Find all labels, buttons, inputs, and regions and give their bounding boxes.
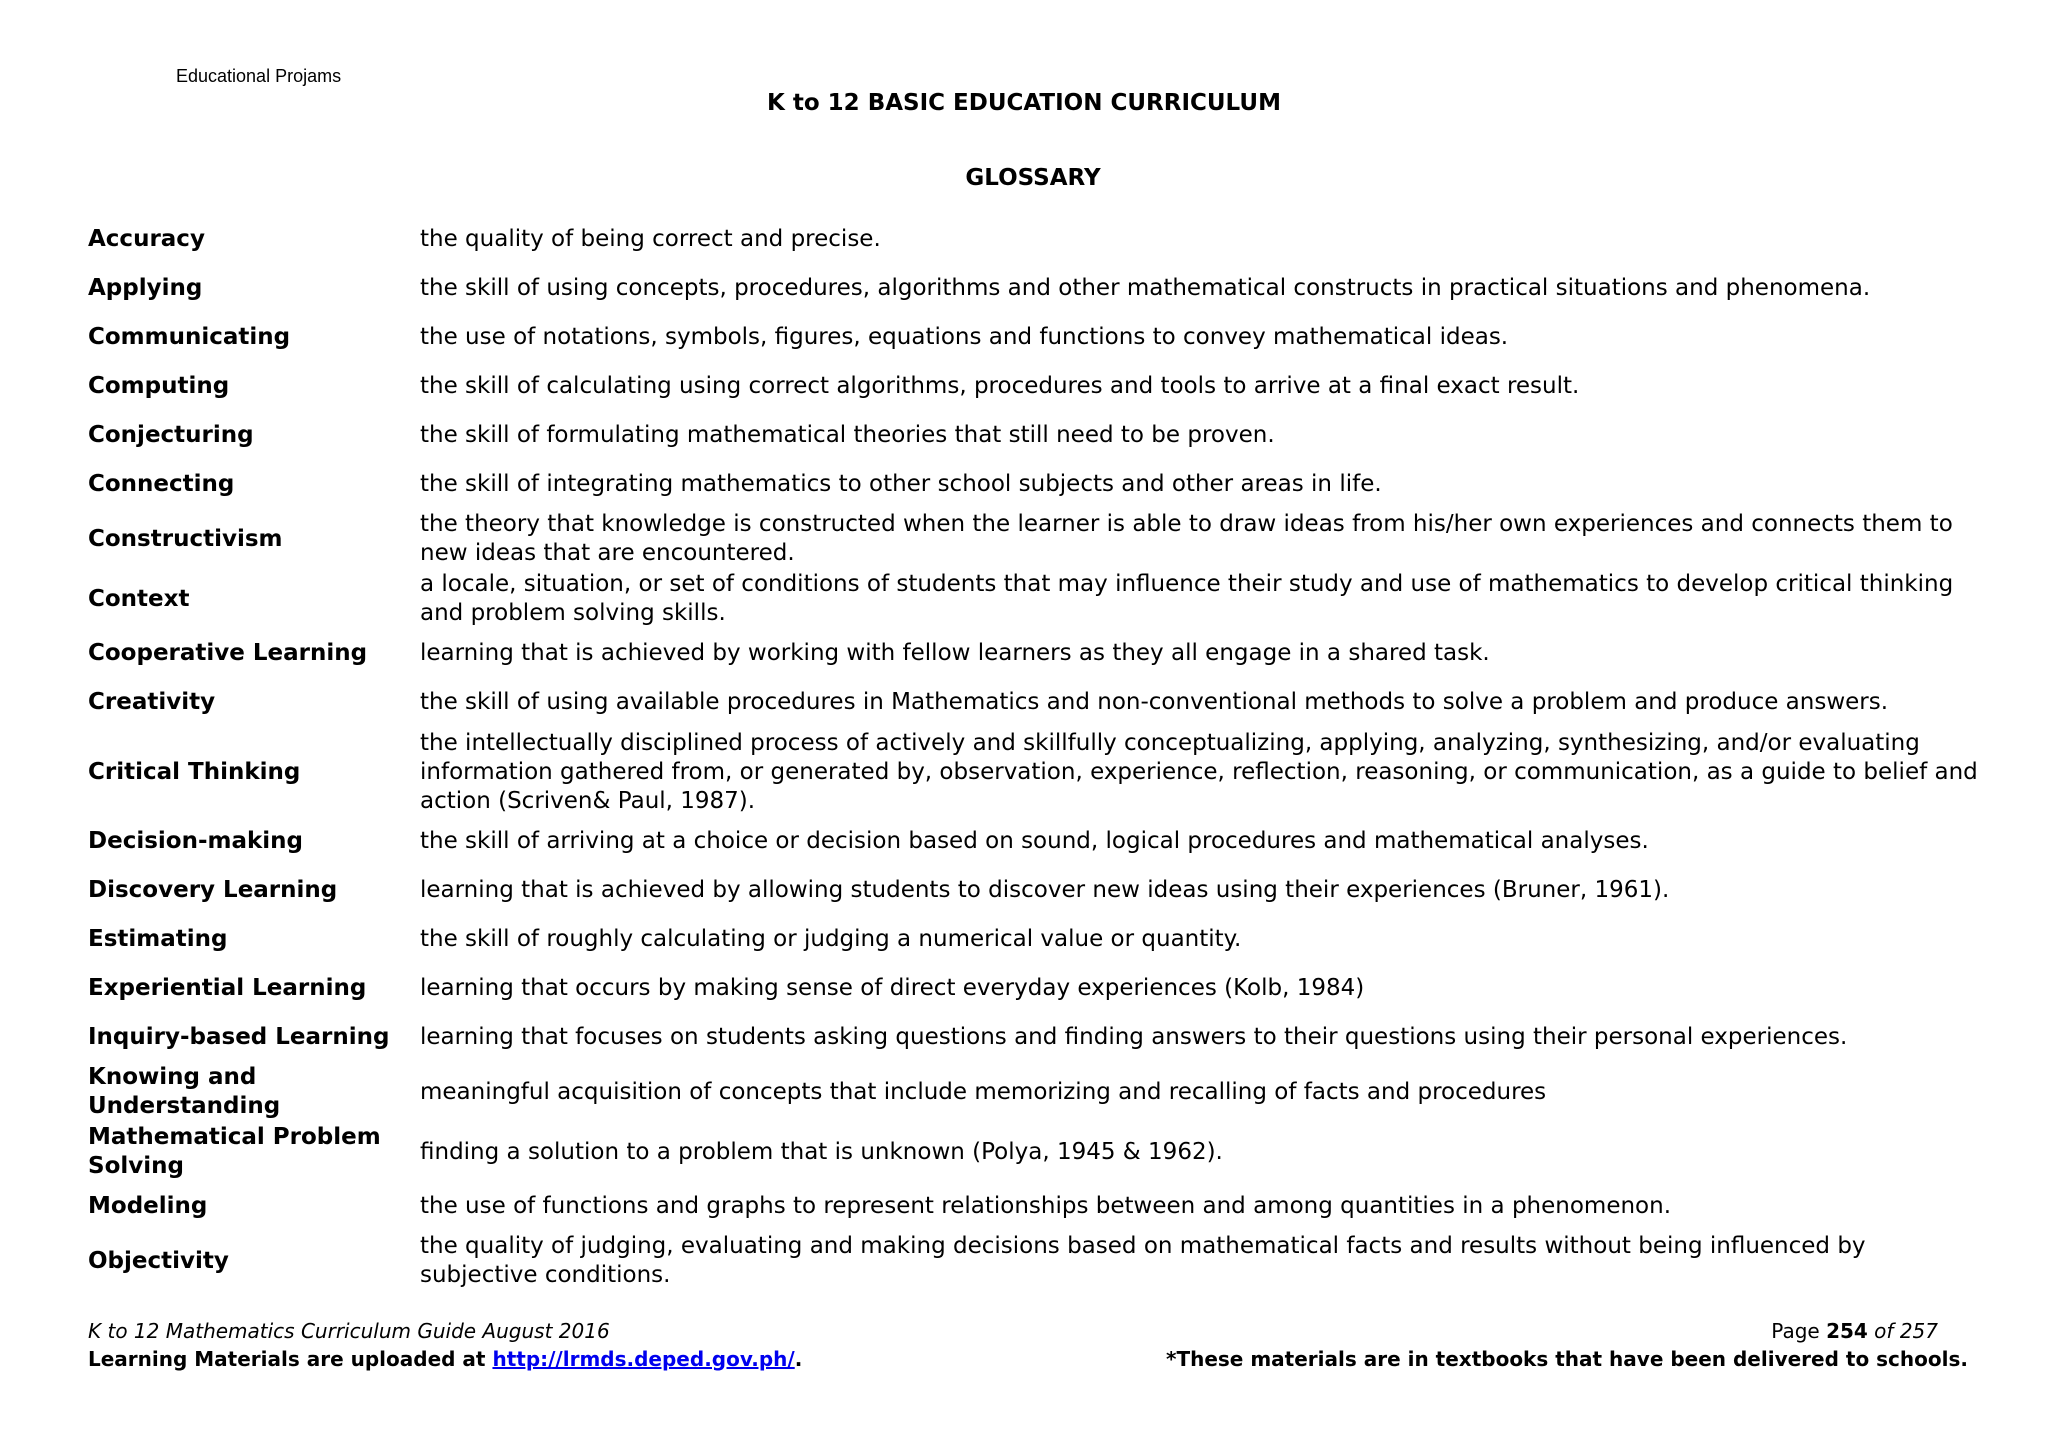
glossary-entry bbox=[88, 1182, 1988, 1231]
glossary-term: Cooperative Learning bbox=[88, 640, 368, 666]
glossary-definition: a locale, situation, or set of conditions of students that may influence their study and use of mathematics to develop critical thinking and problem solving skills. bbox=[420, 571, 1954, 626]
page-number: 254 bbox=[1826, 1319, 1868, 1343]
glossary-term: Discovery Learning bbox=[88, 877, 338, 903]
glossary-entry bbox=[88, 362, 1988, 411]
lrmds-link[interactable]: http://lrmds.deped.gov.ph/ bbox=[492, 1347, 795, 1371]
glossary-entry bbox=[88, 964, 1988, 1013]
upload-suffix: . bbox=[794, 1347, 803, 1371]
document-title: K to 12 BASIC EDUCATION CURRICULUM bbox=[767, 90, 1281, 116]
glossary-term: Applying bbox=[88, 275, 203, 301]
glossary-entry bbox=[88, 915, 1988, 964]
glossary-term: Objectivity bbox=[88, 1247, 229, 1274]
glossary-entry bbox=[88, 678, 1988, 727]
glossary-definition: learning that occurs by making sense of direct everyday experiences (Kolb, 1984) bbox=[420, 975, 1365, 1001]
glossary-definition: the use of notations, symbols, figures, equations and functions to convey mathematical ideas. bbox=[420, 324, 1509, 350]
glossary-term: Critical Thinking bbox=[88, 758, 301, 785]
watermark-text: Educational Projams bbox=[176, 66, 342, 86]
glossary-definition: the skill of using concepts, procedures, algorithms and other mathematical constructs in practical situations and phenomena. bbox=[420, 275, 1871, 301]
glossary-term: Constructivism bbox=[88, 525, 283, 552]
glossary-definition: meaningful acquisition of concepts that include memorizing and recalling of facts and procedures bbox=[420, 1078, 1547, 1105]
glossary-entry bbox=[88, 313, 1988, 362]
glossary-entry bbox=[88, 460, 1988, 509]
glossary-term: Conjecturing bbox=[88, 422, 254, 448]
glossary-entry bbox=[88, 817, 1988, 866]
glossary-definition: the quality of judging, evaluating and making decisions based on mathematical facts and results without being influenced by subjective conditions. bbox=[420, 1233, 1866, 1288]
glossary-term: Creativity bbox=[88, 689, 216, 715]
footer-left bbox=[88, 1317, 802, 1373]
glossary-entry bbox=[88, 727, 1988, 817]
page-indicator bbox=[1166, 1317, 1938, 1345]
glossary-definition: the use of functions and graphs to represent relationships between and among quantities in a phenomenon. bbox=[420, 1193, 1672, 1219]
glossary-term: Mathematical Problem Solving bbox=[88, 1124, 381, 1179]
upload-prefix: Learning Materials are uploaded at bbox=[88, 1347, 493, 1371]
glossary-definition: the skill of calculating using correct algorithms, procedures and tools to arrive at a final exact result. bbox=[420, 373, 1580, 399]
upload-notice bbox=[88, 1345, 802, 1373]
delivery-note: *These materials are in textbooks that have been delivered to schools. bbox=[1166, 1347, 1968, 1371]
glossary-term: Estimating bbox=[88, 926, 228, 952]
glossary-definition: learning that is achieved by working with fellow learners as they all engage in a shared task. bbox=[420, 640, 1490, 666]
glossary-definition: learning that is achieved by allowing students to discover new ideas using their experiences (Bruner, 1961). bbox=[420, 877, 1670, 903]
glossary-term: Knowing and Understanding bbox=[88, 1064, 281, 1119]
glossary-definition: the skill of arriving at a choice or decision based on sound, logical procedures and mathematical analyses. bbox=[420, 828, 1649, 854]
glossary-entry bbox=[88, 411, 1988, 460]
glossary-definition: the skill of formulating mathematical theories that still need to be proven. bbox=[420, 422, 1275, 448]
glossary-entry bbox=[88, 1013, 1988, 1062]
glossary-term: Decision-making bbox=[88, 828, 304, 854]
glossary-definition: the skill of integrating mathematics to other school subjects and other areas in life. bbox=[420, 471, 1382, 497]
glossary-term: Experiential Learning bbox=[88, 975, 367, 1001]
glossary-definition: finding a solution to a problem that is unknown (Polya, 1945 & 1962). bbox=[420, 1138, 1223, 1165]
glossary-entry bbox=[88, 629, 1988, 678]
glossary-term: Connecting bbox=[88, 471, 235, 497]
glossary-definition: the skill of roughly calculating or judging a numerical value or quantity. bbox=[420, 926, 1242, 952]
glossary-entry bbox=[88, 264, 1988, 313]
glossary-definition: the quality of being correct and precise. bbox=[420, 226, 881, 252]
page-total: of 257 bbox=[1867, 1319, 1938, 1343]
glossary-entry bbox=[88, 1231, 1988, 1291]
glossary-term: Inquiry-based Learning bbox=[88, 1024, 390, 1050]
glossary-entry bbox=[88, 866, 1988, 915]
glossary-definition: the intellectually disciplined process of actively and skillfully conceptualizing, applying, analyzing, synthesizing, and/or evaluating information gathered from, or generated by, observation, experience, reflection, reasoning, or communication, as a guide to belief and action (Scriven& Paul, 1987). bbox=[420, 729, 1978, 814]
glossary-term: Context bbox=[88, 585, 190, 612]
glossary-entry bbox=[88, 215, 1988, 264]
glossary-entry bbox=[88, 509, 1988, 569]
glossary-entry bbox=[88, 1122, 1988, 1182]
glossary-term: Modeling bbox=[88, 1193, 208, 1219]
curriculum-guide-label: K to 12 Mathematics Curriculum Guide August 2016 bbox=[88, 1319, 610, 1343]
glossary-entry bbox=[88, 1062, 1988, 1122]
glossary-term: Communicating bbox=[88, 324, 291, 350]
glossary-list bbox=[88, 215, 1988, 1291]
glossary-term: Accuracy bbox=[88, 226, 205, 252]
glossary-term: Computing bbox=[88, 373, 230, 399]
page-label: Page bbox=[1771, 1319, 1827, 1343]
glossary-entry bbox=[88, 569, 1988, 629]
glossary-definition: learning that focuses on students asking questions and finding answers to their questions using their personal experiences. bbox=[420, 1024, 1848, 1050]
section-title: GLOSSARY bbox=[965, 165, 1101, 191]
footer-right bbox=[1166, 1317, 1968, 1373]
glossary-definition: the skill of using available procedures in Mathematics and non-conventional methods to solve a problem and produce answers. bbox=[420, 689, 1889, 715]
glossary-definition: the theory that knowledge is constructed when the learner is able to draw ideas from his/her own experiences and connects them to new ideas that are encountered. bbox=[420, 511, 1953, 566]
